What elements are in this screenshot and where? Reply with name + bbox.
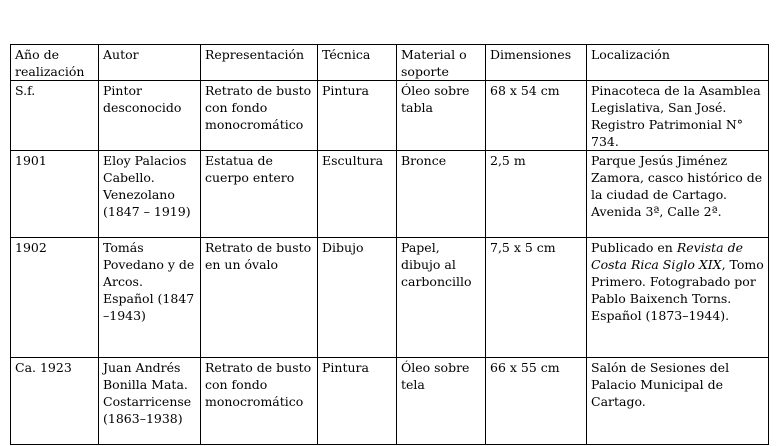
cell-representation: Estatua de cuerpo entero [201, 151, 318, 238]
cell-year: S.f. [11, 81, 99, 151]
cell-material: Bronce [397, 151, 486, 238]
location-prefix: Publicado en [591, 240, 677, 255]
header-material: Material o soporte [397, 45, 486, 81]
cell-author: Juan Andrés Bonilla Mata. Costarricense (1863–1938) [99, 358, 201, 445]
cell-representation: Retrato de busto con fondo monocromático [201, 358, 318, 445]
cell-year: Ca. 1923 [11, 358, 99, 445]
table-row [11, 151, 769, 238]
table-row [11, 358, 769, 445]
cell-technique: Escultura [318, 151, 397, 238]
cell-location [587, 238, 769, 358]
artwork-table [10, 44, 769, 445]
cell-dimensions: 7,5 x 5 cm [486, 238, 587, 358]
header-technique: Técnica [318, 45, 397, 81]
cell-dimensions: 2,5 m [486, 151, 587, 238]
header-representation: Representación [201, 45, 318, 81]
location-suffix: , Tomo Primero. Fotograbado por Pablo Baixench Torns. Español (1873–1944). [591, 257, 764, 323]
cell-material: Óleo sobre tabla [397, 81, 486, 151]
table-row [11, 81, 769, 151]
cell-location: Salón de Sesiones del Palacio Municipal de Cartago. [587, 358, 769, 445]
header-year: Año de realización [11, 45, 99, 81]
cell-material: Papel, dibujo al carboncillo [397, 238, 486, 358]
cell-author: Pintor desconocido [99, 81, 201, 151]
cell-location: Pinacoteca de la Asamblea Legislativa, San José. Registro Patrimonial N° 734. [587, 81, 769, 151]
cell-technique: Dibujo [318, 238, 397, 358]
cell-technique: Pintura [318, 81, 397, 151]
publication-title: Revista de Costa Rica Siglo XIX [591, 240, 743, 272]
cell-year: 1902 [11, 238, 99, 358]
cell-material: Óleo sobre tela [397, 358, 486, 445]
cell-location: Parque Jesús Jiménez Zamora, casco histórico de la ciudad de Cartago. Avenida 3ª, Calle 2ª. [587, 151, 769, 238]
header-row [11, 45, 769, 81]
header-location: Localización [587, 45, 769, 81]
cell-author: Tomás Povedano y de Arcos. Español (1847 –1943) [99, 238, 201, 358]
cell-year: 1901 [11, 151, 99, 238]
cell-representation: Retrato de busto con fondo monocromático [201, 81, 318, 151]
cell-representation: Retrato de busto en un óvalo [201, 238, 318, 358]
cell-dimensions: 66 x 55 cm [486, 358, 587, 445]
cell-dimensions: 68 x 54 cm [486, 81, 587, 151]
cell-author: Eloy Palacios Cabello. Venezolano (1847 – 1919) [99, 151, 201, 238]
header-author: Autor [99, 45, 201, 81]
cell-technique: Pintura [318, 358, 397, 445]
header-dimensions: Dimensiones [486, 45, 587, 81]
table-row [11, 238, 769, 358]
